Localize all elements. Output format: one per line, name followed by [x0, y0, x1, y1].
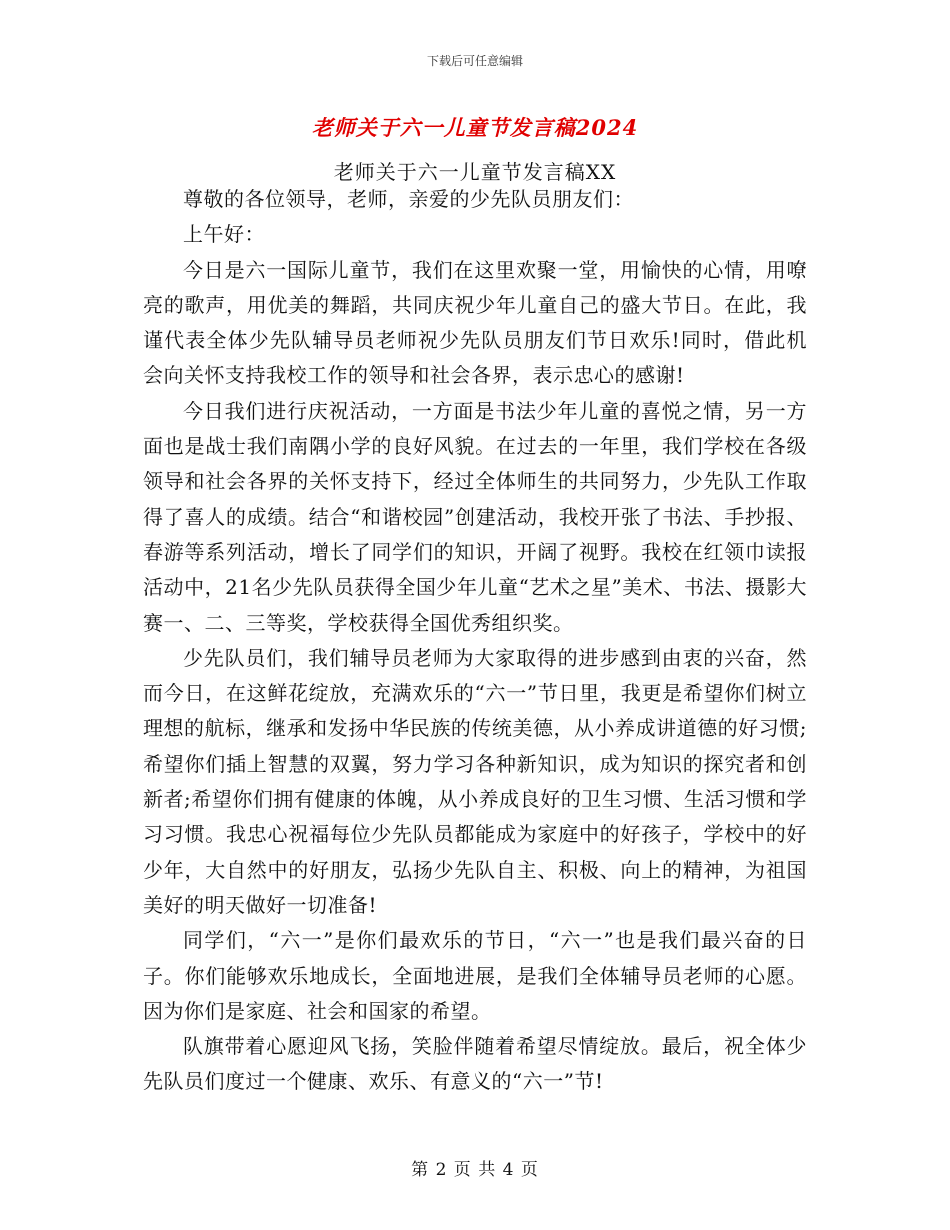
header-note: 下载后可任意编辑 [426, 54, 523, 68]
page-number-footer: 第 2 页 共 4 页 [411, 1160, 539, 1180]
body-paragraph: 少先队员们，我们辅导员老师为大家取得的进步感到由衷的兴奋，然而今日，在这鲜花绽放，充满欢乐的“六一”节日里，我更是希望你们树立理想的航标，继承和发扬中华民族的传统美德，从小养成讲道德的好习惯;希望你们插上智慧的双翼，努力学习各种新知识，成为知识的探究者和创新者;希望你们拥有健康的体魄，从小养成良好的卫生习惯、生活习惯和学习习惯。我忠心祝福每位少先队员都能成为家庭中的好孩子，学校中的好少年，大自然中的好朋友，弘扬少先队自主、积极、向上的精神，为祖国美好的明天做好一切准备! [143, 645, 807, 917]
body-paragraph: 同学们，“六一”是你们最欢乐的节日，“六一”也是我们最兴奋的日子。你们能够欢乐地成长，全面地进展，是我们全体辅导员老师的心愿。因为你们是家庭、社会和国家的希望。 [143, 928, 807, 1023]
greeting-morning: 上午好： [183, 222, 265, 247]
greeting-line: 尊敬的各位领导，老师，亲爱的少先队员朋友们： [183, 187, 634, 211]
document-subtitle: 老师关于六一儿童节发言稿XX [333, 160, 617, 184]
document-title: 老师关于六一儿童节发言稿2024 [311, 115, 639, 140]
closing-paragraph: 队旗带着心愿迎风飞扬，笑脸伴随着希望尽情绽放。最后，祝全体少先队员们度过一个健康、欢乐、有意义的“六一”节! [143, 1034, 807, 1094]
body-paragraph: 今日我们进行庆祝活动，一方面是书法少年儿童的喜悦之情，另一方面也是战士我们南隅小学的良好风貌。在过去的一年里，我们学校在各级领导和社会各界的关怀支持下，经过全体师生的共同努力，少先队工作取得了喜人的成绩。结合“和谐校园”创建活动，我校开张了书法、手抄报、春游等系列活动，增长了同学们的知识，开阔了视野。我校在红领巾读报活动中，21名少先队员获得全国少年儿童“艺术之星”美术、书法、摄影大赛一、二、三等奖，学校获得全国优秀组织奖。 [143, 398, 807, 635]
body-paragraph: 今日是六一国际儿童节，我们在这里欢聚一堂，用愉快的心情，用嘹亮的歌声，用优美的舞蹈，共同庆祝少年儿童自己的盛大节日。在此，我谨代表全体少先队辅导员老师祝少先队员朋友们节日欢乐!同时，借此机会向关怀支持我校工作的领导和社会各界，表示忠心的感谢! [143, 257, 807, 388]
document-body [143, 182, 807, 1100]
